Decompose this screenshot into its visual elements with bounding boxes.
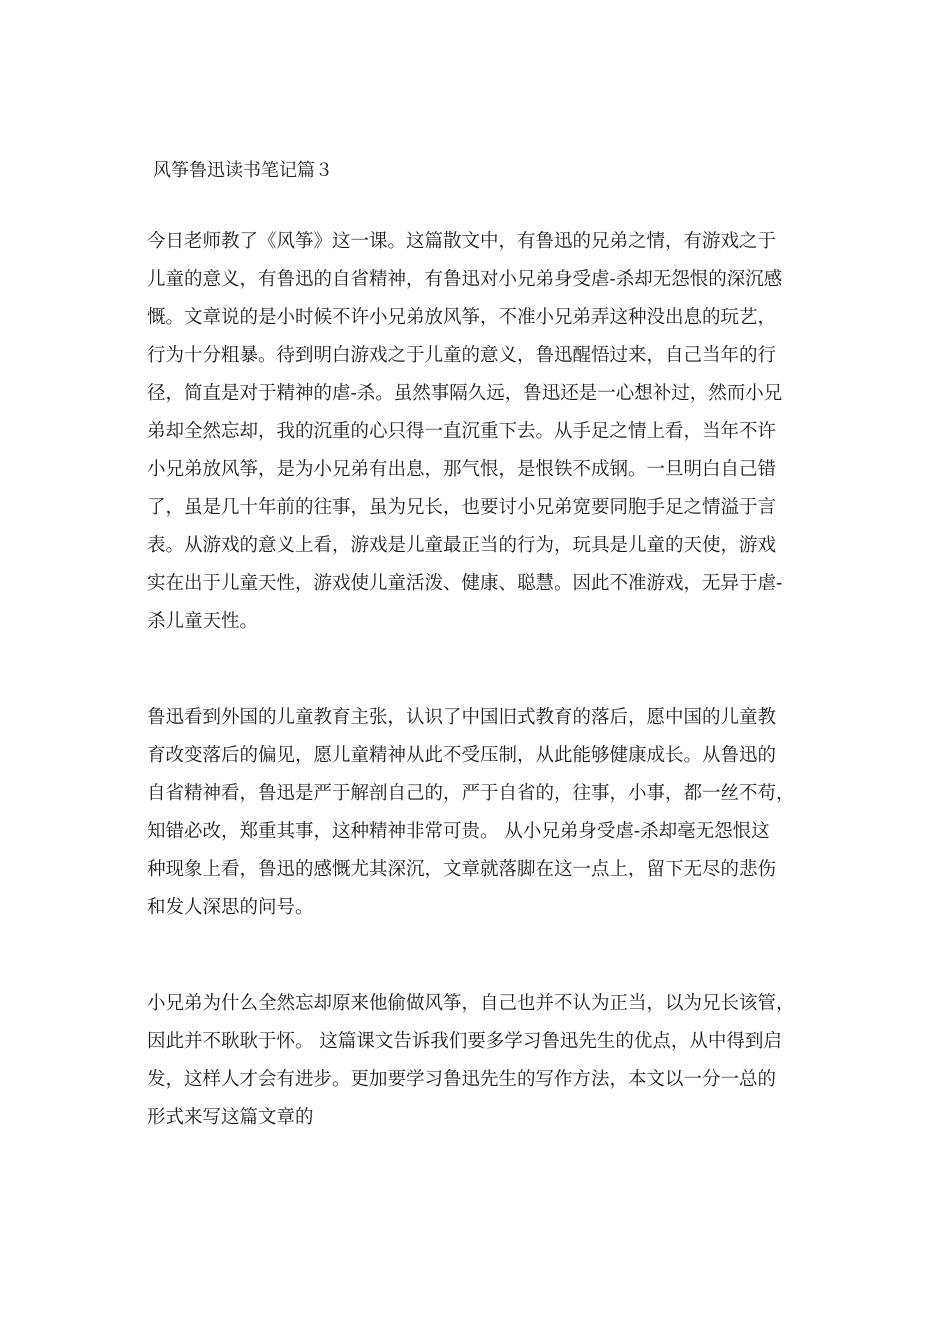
paragraph-line: 慨。文章说的是小时候不许小兄弟放风筝，不准小兄弟弄这种没出息的玩艺， bbox=[147, 307, 777, 328]
paragraph-line: 杀儿童天性。 bbox=[147, 611, 259, 632]
paragraph-line: 自省精神看，鲁迅是严于解剖自己的，严于自省的，往事，小事，都一丝不苟， bbox=[147, 783, 795, 804]
paragraph-line: 行为十分粗暴。待到明白游戏之于儿童的意义，鲁迅醒悟过来，自己当年的行 bbox=[147, 345, 777, 366]
paragraph-line: 因此并不耿耿于怀。 这篇课文告诉我们要多学习鲁迅先生的优点，从中得到启 bbox=[147, 1031, 782, 1052]
paragraph-line: 形式来写这篇文章的 bbox=[147, 1107, 314, 1128]
paragraph-line: 径，简直是对于精神的虐-杀。虽然事隔久远，鲁迅还是一心想补过，然而小兄 bbox=[147, 383, 783, 404]
paragraph-line: 小兄弟为什么全然忘却原来他偷做风筝，自己也并不认为正当，以为兄长该管， bbox=[147, 993, 795, 1014]
paragraph-line: 今日老师教了《风筝》这一课。这篇散文中，有鲁迅的兄弟之情，有游戏之于 bbox=[147, 231, 777, 252]
paragraph-line: 实在出于儿童天性，游戏使儿童活泼、健康、聪慧。因此不准游戏，无异于虐- bbox=[147, 573, 783, 594]
paragraph-line: 鲁迅看到外国的儿童教育主张，认识了中国旧式教育的落后，愿中国的儿童教 bbox=[147, 707, 777, 728]
paragraph-line: 知错必改，郑重其事，这种精神非常可贵。 从小兄弟身受虐-杀却毫无怨恨这 bbox=[147, 821, 770, 842]
paragraph-line: 发，这样人才会有进步。更加要学习鲁迅先生的写作方法，本文以一分一总的 bbox=[147, 1069, 777, 1090]
paragraph-line: 和发人深思的问号。 bbox=[147, 897, 314, 918]
paragraph-1 bbox=[147, 223, 817, 641]
paragraph-3 bbox=[147, 985, 817, 1137]
paragraph-2 bbox=[147, 699, 817, 927]
document-title: 风筝鲁迅读书笔记篇３ bbox=[153, 160, 333, 181]
paragraph-line: 弟却全然忘却，我的沉重的心只得一直沉重下去。从手足之情上看，当年不许 bbox=[147, 421, 777, 442]
paragraph-line: 种现象上看，鲁迅的感慨尤其深沉，文章就落脚在这一点上，留下无尽的悲伤 bbox=[147, 859, 777, 880]
paragraph-line: 表。从游戏的意义上看，游戏是儿童最正当的行为，玩具是儿童的天使，游戏 bbox=[147, 535, 777, 556]
paragraph-line: 了，虽是几十年前的往事，虽为兄长，也要讨小兄弟宽要同胞手足之情溢于言 bbox=[147, 497, 777, 518]
paragraph-line: 儿童的意义，有鲁迅的自省精神，有鲁迅对小兄弟身受虐-杀却无怨恨的深沉感 bbox=[147, 269, 783, 290]
paragraph-line: 小兄弟放风筝，是为小兄弟有出息，那气恨，是恨铁不成钢。一旦明白自己错 bbox=[147, 459, 777, 480]
paragraph-line: 育改变落后的偏见，愿儿童精神从此不受压制，从此能够健康成长。从鲁迅的 bbox=[147, 745, 777, 766]
